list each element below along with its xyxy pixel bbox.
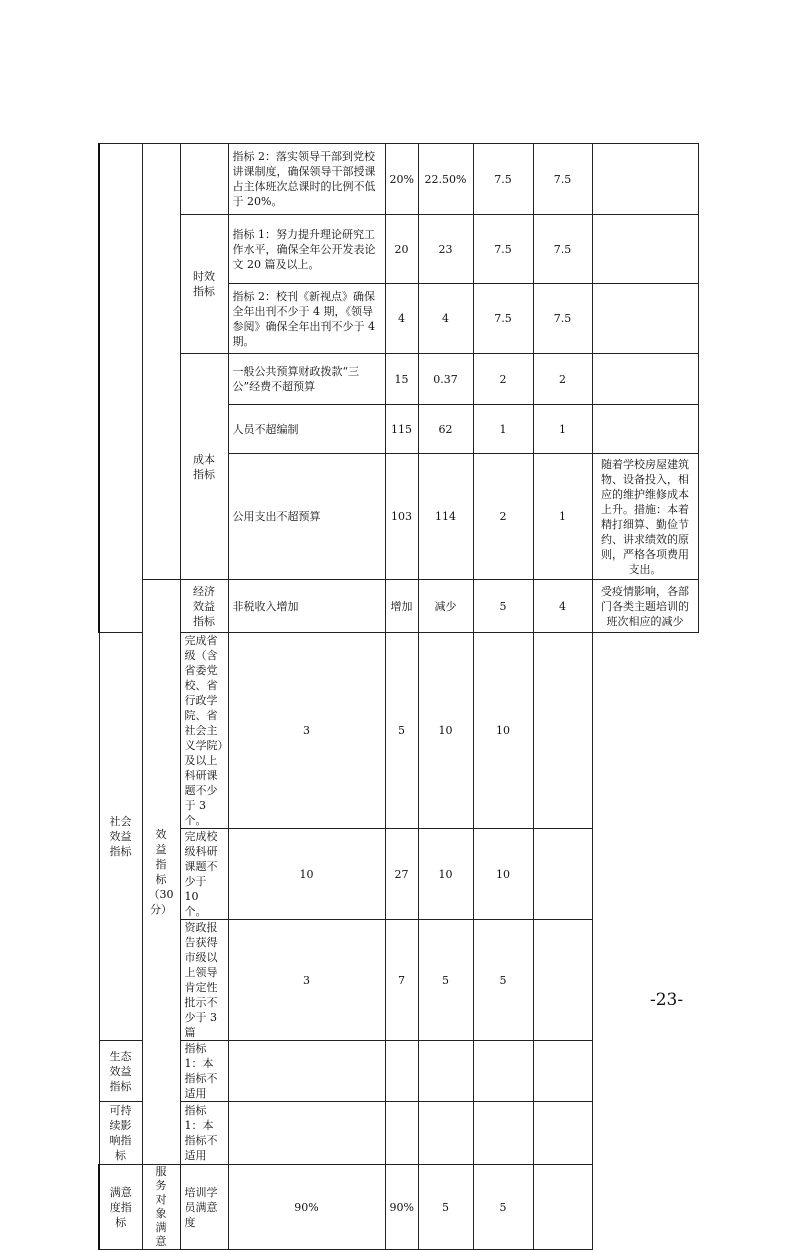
target-value: 20% xyxy=(385,144,418,215)
indicator-text: 指标 2：落实领导干部到党校讲课制度，确保领导干部授课占主体班次总课时的比例不低于 20%。 xyxy=(228,144,385,215)
indicator-text: 培训学员满意度 xyxy=(180,1165,228,1250)
target-value: 103 xyxy=(385,454,418,580)
table-row xyxy=(99,1102,698,1165)
actual-value: 7 xyxy=(385,920,418,1041)
remark-text xyxy=(592,405,698,454)
benefit-label-line: （30 xyxy=(148,888,174,901)
score-value xyxy=(473,1102,533,1165)
actual-value: 62 xyxy=(418,405,473,454)
weight-value: 5 xyxy=(418,920,473,1041)
weight-value: 7.5 xyxy=(473,215,533,284)
indicator-text: 指标 2：校刊《新视点》确保全年出刊不少于 4 期，《领导参阅》确保全年出刊不少于 4 期。 xyxy=(228,284,385,354)
score-value: 7.5 xyxy=(533,215,592,284)
actual-value: 4 xyxy=(418,284,473,354)
score-value: 5 xyxy=(473,1165,533,1250)
indicator-text: 完成省级（含省委党校、省行政学院、省社会主义学院）及以上科研课题不少于 3 个。 xyxy=(180,633,228,829)
indicator-text: 完成校级科研课题不少于 10 个。 xyxy=(180,829,228,920)
actual-value: 5 xyxy=(385,633,418,829)
benefit-label-line: 标 xyxy=(155,873,167,886)
target-value xyxy=(228,1102,385,1165)
remark-text xyxy=(592,215,698,284)
table-row xyxy=(99,580,698,633)
weight-value: 2 xyxy=(473,354,533,405)
table-row xyxy=(99,1165,698,1250)
table-row xyxy=(99,144,698,215)
remark-text xyxy=(533,1041,592,1102)
remark-text xyxy=(592,144,698,215)
benefit-label-line: 指 xyxy=(155,858,167,871)
timeliness-indicator-label: 时效指标 xyxy=(180,215,228,354)
weight-value: 7.5 xyxy=(473,284,533,354)
score-value: 5 xyxy=(473,920,533,1041)
indicator-text: 指标 1：努力提升理论研究工作水平，确保全年公开发表论文 20 篇及以上。 xyxy=(228,215,385,284)
social-benefit-label: 社会效益指标 xyxy=(99,633,142,1041)
remark-text: 随着学校房屋建筑物、设备投入，相应的维护维修成本上升。措施：本着精打细算、勤俭节约、讲求绩效的原则，严格各项费用支出。 xyxy=(592,454,698,580)
score-value: 4 xyxy=(533,580,592,633)
target-value: 3 xyxy=(228,633,385,829)
target-value: 115 xyxy=(385,405,418,454)
indicator-text: 公用支出不超预算 xyxy=(228,454,385,580)
remark-text xyxy=(592,284,698,354)
indicator-text: 指标 1：本指标不适用 xyxy=(180,1041,228,1102)
benefit-label-line: 益 xyxy=(155,843,167,856)
actual-value: 减少 xyxy=(418,580,473,633)
actual-value: 27 xyxy=(385,829,418,920)
weight-value xyxy=(418,1102,473,1165)
table-row xyxy=(99,215,698,284)
indicator-text: 一般公共预算财政拨款“三公”经费不超预算 xyxy=(228,354,385,405)
weight-value: 10 xyxy=(418,829,473,920)
weight-value: 1 xyxy=(473,405,533,454)
weight-value: 10 xyxy=(418,633,473,829)
page-number: -23- xyxy=(650,990,684,1010)
score-value: 7.5 xyxy=(533,284,592,354)
actual-value xyxy=(385,1102,418,1165)
output-subcategory-cell xyxy=(142,144,180,580)
actual-value: 114 xyxy=(418,454,473,580)
output-indicator-category-cell xyxy=(99,144,142,633)
score-value: 1 xyxy=(533,405,592,454)
target-value: 增加 xyxy=(385,580,418,633)
table-row xyxy=(99,633,698,829)
benefit-label-line: 效 xyxy=(155,828,167,841)
economic-benefit-label: 经济效益指标 xyxy=(180,580,228,633)
score-value: 10 xyxy=(473,633,533,829)
weight-value: 5 xyxy=(473,580,533,633)
score-value: 1 xyxy=(533,454,592,580)
target-value: 15 xyxy=(385,354,418,405)
ecological-benefit-label: 生态效益指标 xyxy=(99,1041,142,1102)
sustainable-impact-label: 可持续影响指标 xyxy=(99,1102,142,1165)
target-value: 3 xyxy=(228,920,385,1041)
actual-value: 90% xyxy=(385,1165,418,1250)
weight-value: 5 xyxy=(418,1165,473,1250)
table-row xyxy=(99,1041,698,1102)
indicator-text: 非税收入增加 xyxy=(228,580,385,633)
performance-evaluation-table xyxy=(98,143,699,1250)
table-row xyxy=(99,354,698,405)
table-row xyxy=(99,920,698,1041)
benefit-label-line: 分） xyxy=(150,903,172,916)
score-value xyxy=(473,1041,533,1102)
target-value xyxy=(228,1041,385,1102)
remark-text xyxy=(533,829,592,920)
remark-text xyxy=(533,1165,592,1250)
actual-value: 0.37 xyxy=(418,354,473,405)
indicator-text: 人员不超编制 xyxy=(228,405,385,454)
remark-text xyxy=(533,633,592,829)
actual-value: 22.50% xyxy=(418,144,473,215)
remark-text xyxy=(533,1102,592,1165)
service-target-satisfaction-label: 服务对象满意 xyxy=(142,1165,180,1250)
satisfaction-indicator-category: 满意度指标 xyxy=(99,1165,142,1250)
target-value: 90% xyxy=(228,1165,385,1250)
table-row xyxy=(99,829,698,920)
weight-value: 2 xyxy=(473,454,533,580)
target-value: 4 xyxy=(385,284,418,354)
cost-indicator-label: 成本指标 xyxy=(180,354,228,580)
remark-text xyxy=(533,920,592,1041)
target-value: 20 xyxy=(385,215,418,284)
indicator-text: 资政报告获得市级以上领导肯定性批示不少于 3 篇 xyxy=(180,920,228,1041)
remark-text xyxy=(592,354,698,405)
benefit-indicator-category xyxy=(142,580,180,1165)
actual-value: 23 xyxy=(418,215,473,284)
quality-indicator-label-cell xyxy=(180,144,228,215)
actual-value xyxy=(385,1041,418,1102)
score-value: 2 xyxy=(533,354,592,405)
score-value: 10 xyxy=(473,829,533,920)
remark-text: 受疫情影响，各部门各类主题培训的班次相应的减少 xyxy=(592,580,698,633)
weight-value xyxy=(418,1041,473,1102)
indicator-text: 指标 1：本指标不适用 xyxy=(180,1102,228,1165)
weight-value: 7.5 xyxy=(473,144,533,215)
score-value: 7.5 xyxy=(533,144,592,215)
target-value: 10 xyxy=(228,829,385,920)
